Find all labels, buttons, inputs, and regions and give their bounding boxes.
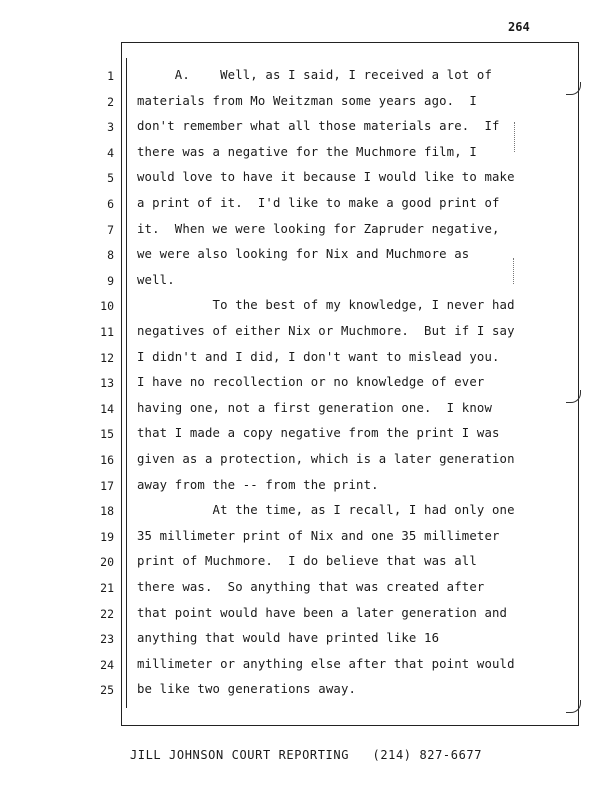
transcript-line-text: that I made a copy negative from the print I was bbox=[137, 426, 500, 440]
footer-court-reporter: JILL JOHNSON COURT REPORTING (214) 827-6677 bbox=[129, 748, 483, 762]
transcript-line-text: At the time, as I recall, I had only one bbox=[137, 503, 515, 517]
line-number: 18 bbox=[100, 504, 114, 518]
transcript-line-text: given as a protection, which is a later generation bbox=[137, 452, 515, 466]
line-number-margin-rule bbox=[126, 58, 127, 708]
line-number: 12 bbox=[100, 351, 114, 365]
transcript-line-text: anything that would have printed like 16 bbox=[137, 631, 440, 645]
transcript-line-text: A. Well, as I said, I received a lot of bbox=[137, 68, 493, 82]
line-number: 20 bbox=[100, 555, 114, 569]
line-number: 24 bbox=[100, 658, 114, 672]
margin-tick-mark bbox=[513, 258, 514, 284]
transcript-line-text: away from the -- from the print. bbox=[137, 478, 379, 492]
transcript-line-text: 35 millimeter print of Nix and one 35 millimeter bbox=[137, 529, 500, 543]
line-number: 10 bbox=[100, 299, 114, 313]
line-number: 14 bbox=[100, 402, 114, 416]
transcript-line-text: To the best of my knowledge, I never had bbox=[137, 298, 515, 312]
line-number: 11 bbox=[100, 325, 114, 339]
transcript-line-text: there was. So anything that was created after bbox=[137, 580, 485, 594]
transcript-line-text: there was a negative for the Muchmore film, I bbox=[137, 145, 477, 159]
transcript-line-text: millimeter or anything else after that point would bbox=[137, 657, 515, 671]
line-number: 1 bbox=[107, 69, 114, 83]
line-number: 9 bbox=[107, 274, 114, 288]
transcript-line-text: don't remember what all those materials are. If bbox=[137, 119, 500, 133]
line-number: 6 bbox=[107, 197, 114, 211]
line-number: 17 bbox=[100, 479, 114, 493]
line-number: 25 bbox=[100, 683, 114, 697]
line-number: 2 bbox=[107, 95, 114, 109]
transcript-line-text: that point would have been a later generation and bbox=[137, 606, 508, 620]
transcript-line-text: well. bbox=[137, 273, 175, 287]
transcript-line-text: a print of it. I'd like to make a good print of bbox=[137, 196, 500, 210]
transcript-line-text: be like two generations away. bbox=[137, 682, 357, 696]
transcript-line-text: print of Muchmore. I do believe that was all bbox=[137, 554, 477, 568]
margin-tick-mark bbox=[514, 122, 515, 152]
transcript-line-text: materials from Mo Weitzman some years ago. I bbox=[137, 94, 477, 108]
transcript-line-text: having one, not a first generation one. I know bbox=[137, 401, 493, 415]
line-number: 4 bbox=[107, 146, 114, 160]
transcript-line-text: it. When we were looking for Zapruder negative, bbox=[137, 222, 500, 236]
transcript-line-text: would love to have it because I would like to make bbox=[137, 170, 515, 184]
line-number: 21 bbox=[100, 581, 114, 595]
line-number: 13 bbox=[100, 376, 114, 390]
transcript-line-text: negatives of either Nix or Muchmore. But if I say bbox=[137, 324, 515, 338]
line-number: 8 bbox=[107, 248, 114, 262]
line-number: 15 bbox=[100, 427, 114, 441]
page-number: 264 bbox=[508, 20, 530, 34]
line-number: 22 bbox=[100, 607, 114, 621]
transcript-line-text: we were also looking for Nix and Muchmore as bbox=[137, 247, 470, 261]
line-number: 19 bbox=[100, 530, 114, 544]
line-number: 7 bbox=[107, 223, 114, 237]
line-number: 5 bbox=[107, 171, 114, 185]
line-number: 3 bbox=[107, 120, 114, 134]
transcript-line-text: I didn't and I did, I don't want to mislead you. bbox=[137, 350, 500, 364]
line-number: 16 bbox=[100, 453, 114, 467]
line-number: 23 bbox=[100, 632, 114, 646]
transcript-line-text: I have no recollection or no knowledge of ever bbox=[137, 375, 485, 389]
